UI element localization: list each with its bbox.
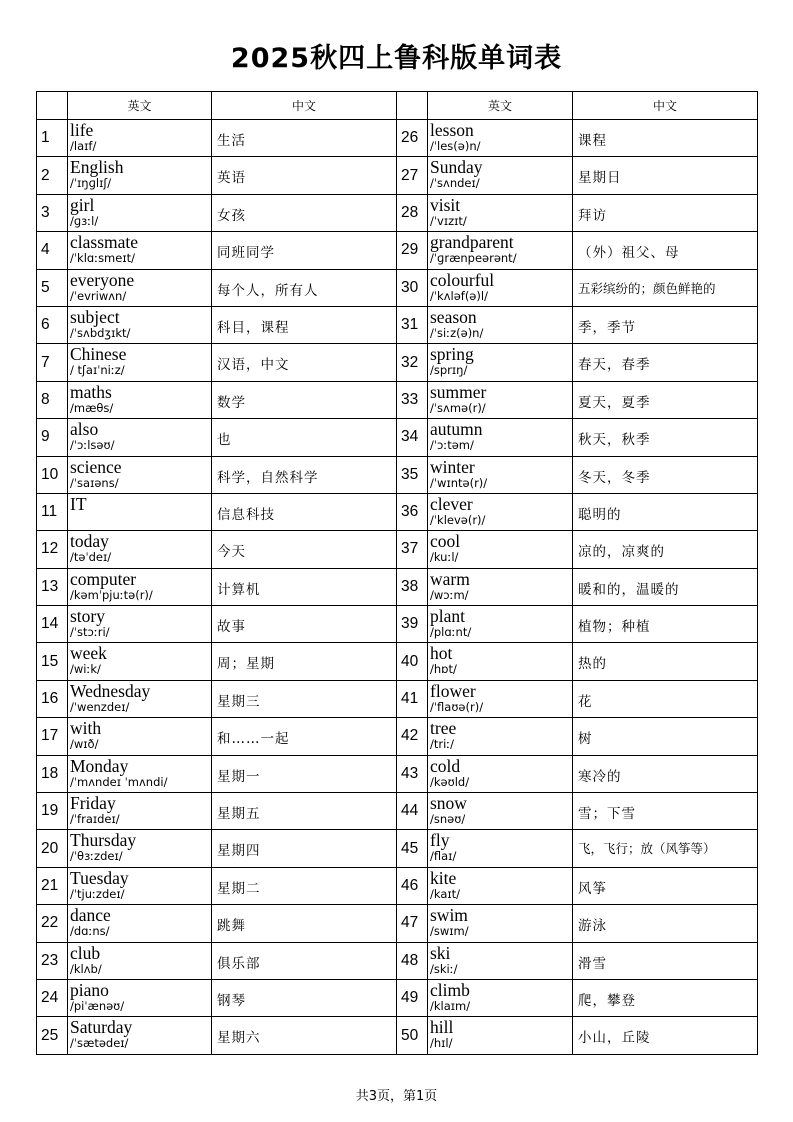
chinese-meaning: 游泳 (573, 905, 758, 942)
phonetic-transcription: /ˈsiːz(ə)n/ (430, 325, 484, 340)
entry-number: 28 (397, 194, 428, 231)
chinese-meaning: 故事 (212, 606, 397, 643)
chinese-meaning: 钢琴 (212, 979, 397, 1016)
english-word: maths (70, 381, 112, 402)
english-word: kite (430, 867, 457, 888)
phonetic-transcription: /təˈdeɪ/ (70, 550, 112, 565)
chinese-meaning: 滑雪 (573, 942, 758, 979)
english-word: piano (70, 979, 109, 1000)
phonetic-transcription: /ˈkʌləf(ə)l/ (430, 288, 488, 303)
phonetic-transcription: /dɑːns/ (70, 924, 110, 939)
entry-number: 24 (37, 979, 68, 1016)
english-cell (428, 755, 573, 792)
english-cell (68, 942, 212, 979)
chinese-meaning: 和……一起 (212, 718, 397, 755)
table-row (37, 531, 758, 568)
chinese-meaning: 课程 (573, 120, 758, 157)
english-word: Saturday (70, 1017, 133, 1038)
entry-number: 47 (397, 905, 428, 942)
english-cell (428, 793, 573, 830)
english-word: Monday (70, 755, 129, 776)
english-cell (428, 493, 573, 530)
english-word: with (70, 718, 102, 739)
english-word: spring (430, 344, 474, 365)
entry-number: 9 (37, 419, 68, 456)
english-cell (428, 120, 573, 157)
table-row (37, 979, 758, 1016)
vocabulary-table (36, 91, 758, 1055)
phonetic-transcription: /kuːl/ (430, 550, 459, 565)
phonetic-transcription: /skiː/ (430, 961, 458, 976)
entry-number: 50 (397, 1017, 428, 1054)
english-cell (68, 1017, 212, 1054)
chinese-meaning: 季，季节 (573, 306, 758, 343)
english-cell (68, 493, 212, 530)
entry-number: 37 (397, 531, 428, 568)
phonetic-transcription: /plɑːnt/ (430, 625, 472, 640)
english-word: winter (430, 456, 475, 477)
chinese-meaning: 暖和的，温暖的 (573, 568, 758, 605)
english-word: Wednesday (70, 680, 151, 701)
chinese-meaning: 周；星期 (212, 643, 397, 680)
phonetic-transcription: /ˈɔːlsəʊ/ (70, 438, 115, 453)
header-chinese-left: 中文 (212, 92, 397, 120)
table-row (37, 643, 758, 680)
header-num-left (37, 92, 68, 120)
english-cell (428, 1017, 573, 1054)
chinese-meaning: 也 (212, 419, 397, 456)
phonetic-transcription: /flaɪ/ (430, 849, 457, 864)
english-word: summer (430, 381, 487, 402)
entry-number: 33 (397, 381, 428, 418)
chinese-meaning: 俱乐部 (212, 942, 397, 979)
english-cell (428, 905, 573, 942)
chinese-meaning: 同班同学 (212, 232, 397, 269)
english-cell (428, 157, 573, 194)
english-word: Chinese (70, 344, 127, 365)
entry-number: 8 (37, 381, 68, 418)
chinese-meaning: 今天 (212, 531, 397, 568)
chinese-meaning: 星期四 (212, 830, 397, 867)
table-row (37, 269, 758, 306)
table-row (37, 606, 758, 643)
page-title: 2025秋四上鲁科版单词表 (230, 43, 563, 74)
english-cell (428, 344, 573, 381)
phonetic-transcription: /ˈɡrænpeərənt/ (430, 251, 517, 266)
chinese-meaning: 英语 (212, 157, 397, 194)
header-english-right: 英文 (428, 92, 573, 120)
phonetic-transcription: /triː/ (430, 737, 455, 752)
entry-number: 49 (397, 979, 428, 1016)
chinese-meaning: （外）祖父、母 (573, 232, 758, 269)
entry-number: 3 (37, 194, 68, 231)
chinese-meaning: 爬，攀登 (573, 979, 758, 1016)
phonetic-transcription: /wɔːm/ (430, 587, 469, 602)
entry-number: 36 (397, 493, 428, 530)
entry-number: 25 (37, 1017, 68, 1054)
phonetic-transcription: /wɪð/ (70, 737, 99, 752)
phonetic-transcription: /ˈklevə(r)/ (430, 512, 486, 527)
english-cell (428, 269, 573, 306)
page-footer: 共3页，第1页 (355, 1089, 438, 1104)
entry-number: 27 (397, 157, 428, 194)
chinese-meaning: 科目，课程 (212, 306, 397, 343)
entry-number: 14 (37, 606, 68, 643)
chinese-meaning: 聪明的 (573, 493, 758, 530)
chinese-meaning: 星期五 (212, 793, 397, 830)
english-cell (428, 979, 573, 1016)
chinese-meaning: 星期日 (573, 157, 758, 194)
entry-number: 41 (397, 680, 428, 717)
english-cell (428, 830, 573, 867)
english-word: season (430, 306, 477, 327)
english-word: subject (70, 306, 120, 327)
english-word: Tuesday (70, 867, 129, 888)
chinese-meaning: 星期二 (212, 867, 397, 904)
entry-number: 30 (397, 269, 428, 306)
english-word: dance (70, 905, 111, 926)
entry-number: 18 (37, 755, 68, 792)
chinese-meaning: 寒冷的 (573, 755, 758, 792)
english-word: snow (430, 793, 467, 814)
table-row (37, 942, 758, 979)
header-num-right (397, 92, 428, 120)
english-cell (428, 232, 573, 269)
phonetic-transcription: /ˈvɪzɪt/ (430, 213, 467, 228)
phonetic-transcription: / tʃaɪˈniːz/ (70, 363, 125, 378)
table-row (37, 1017, 758, 1054)
entry-number: 16 (37, 680, 68, 717)
table-row (37, 456, 758, 493)
english-word: fly (430, 830, 450, 851)
english-cell (68, 979, 212, 1016)
entry-number: 23 (37, 942, 68, 979)
entry-number: 17 (37, 718, 68, 755)
english-word: tree (430, 718, 457, 739)
chinese-meaning: 飞，飞行；放（风筝等） (573, 830, 758, 867)
chinese-meaning: 热的 (573, 643, 758, 680)
english-cell (68, 232, 212, 269)
phonetic-transcription: /kəmˈpjuːtə(r)/ (70, 587, 153, 602)
phonetic-transcription: /ˈsʌndeɪ/ (430, 176, 480, 191)
phonetic-transcription: /ˈsætədeɪ/ (70, 1036, 129, 1051)
phonetic-transcription: /ɡɜːl/ (70, 213, 99, 228)
english-cell (68, 344, 212, 381)
english-cell (428, 531, 573, 568)
phonetic-transcription: /hɒt/ (430, 662, 457, 677)
english-cell (428, 306, 573, 343)
entry-number: 1 (37, 120, 68, 157)
english-word: swim (430, 905, 468, 926)
entry-number: 45 (397, 830, 428, 867)
english-cell (68, 643, 212, 680)
phonetic-transcription: /kaɪt/ (430, 886, 461, 901)
chinese-meaning: 春天，春季 (573, 344, 758, 381)
header-chinese-right: 中文 (573, 92, 758, 120)
entry-number: 35 (397, 456, 428, 493)
entry-number: 5 (37, 269, 68, 306)
english-word: lesson (430, 120, 474, 140)
table-row (37, 793, 758, 830)
english-word: computer (70, 568, 137, 589)
entry-number: 12 (37, 531, 68, 568)
chinese-meaning: 星期一 (212, 755, 397, 792)
phonetic-transcription: /ˈtjuːzdeɪ/ (70, 886, 125, 901)
phonetic-transcription: /ˈfraɪdeɪ/ (70, 812, 120, 827)
english-word: science (70, 456, 122, 477)
phonetic-transcription: /ˈklɑːsmeɪt/ (70, 251, 135, 266)
table-row (37, 680, 758, 717)
chinese-meaning: 雪；下雪 (573, 793, 758, 830)
entry-number: 40 (397, 643, 428, 680)
phonetic-transcription: /sprɪŋ/ (430, 363, 468, 378)
phonetic-transcription: /ˈsʌbdʒɪkt/ (70, 325, 131, 340)
english-cell (428, 867, 573, 904)
chinese-meaning: 小山，丘陵 (573, 1017, 758, 1054)
english-cell (68, 381, 212, 418)
chinese-meaning: 风筝 (573, 867, 758, 904)
phonetic-transcription: /ˈθɜːzdeɪ/ (70, 849, 123, 864)
english-word: visit (430, 194, 461, 215)
chinese-meaning: 生活 (212, 120, 397, 157)
english-cell (68, 306, 212, 343)
english-cell (68, 867, 212, 904)
english-word: club (70, 942, 101, 963)
table-row (37, 306, 758, 343)
table-row (37, 830, 758, 867)
english-word: grandparent (430, 232, 514, 253)
chinese-meaning: 星期六 (212, 1017, 397, 1054)
header-row (37, 92, 758, 120)
chinese-meaning: 树 (573, 718, 758, 755)
english-word: cold (430, 755, 461, 776)
phonetic-transcription: /ˈles(ə)n/ (430, 139, 481, 153)
english-cell (428, 456, 573, 493)
english-word: hot (430, 643, 453, 664)
english-cell (428, 942, 573, 979)
phonetic-transcription: /klaɪm/ (430, 998, 471, 1013)
entry-number: 15 (37, 643, 68, 680)
english-word: Sunday (430, 157, 483, 178)
english-cell (68, 456, 212, 493)
entry-number: 34 (397, 419, 428, 456)
english-cell (428, 643, 573, 680)
entry-number: 7 (37, 344, 68, 381)
phonetic-transcription: /ˈwɪntə(r)/ (430, 475, 488, 490)
chinese-meaning: 信息科技 (212, 493, 397, 530)
phonetic-transcription: /ˈɔːtəm/ (430, 438, 474, 453)
table-row (37, 232, 758, 269)
phonetic-transcription: /ˈflaʊə(r)/ (430, 699, 484, 714)
entry-number: 11 (37, 493, 68, 530)
english-word: flower (430, 680, 476, 701)
chinese-meaning: 秋天，秋季 (573, 419, 758, 456)
chinese-meaning: 每个人，所有人 (212, 269, 397, 306)
header-english-left: 英文 (68, 92, 212, 120)
chinese-meaning: 汉语，中文 (212, 344, 397, 381)
phonetic-transcription: /ˈwenzdeɪ/ (70, 699, 130, 714)
english-word: story (70, 606, 105, 627)
chinese-meaning: 夏天，夏季 (573, 381, 758, 418)
english-word: Friday (70, 793, 116, 814)
entry-number: 19 (37, 793, 68, 830)
english-word: colourful (430, 269, 495, 290)
english-cell (68, 718, 212, 755)
entry-number: 43 (397, 755, 428, 792)
entry-number: 44 (397, 793, 428, 830)
english-word: autumn (430, 419, 483, 440)
english-cell (428, 718, 573, 755)
english-cell (68, 793, 212, 830)
entry-number: 6 (37, 306, 68, 343)
chinese-meaning: 五彩缤纷的；颜色鲜艳的 (573, 269, 758, 306)
entry-number: 29 (397, 232, 428, 269)
table-row (37, 867, 758, 904)
english-cell (68, 194, 212, 231)
english-word: warm (430, 568, 470, 589)
table-row (37, 905, 758, 942)
english-cell (68, 531, 212, 568)
phonetic-transcription: /ˈsaɪəns/ (70, 475, 119, 490)
english-word: also (70, 419, 99, 440)
english-word: girl (70, 194, 95, 215)
entry-number: 21 (37, 867, 68, 904)
phonetic-transcription: /ˈɪŋɡlɪʃ/ (70, 176, 112, 191)
phonetic-transcription: /laɪf/ (70, 139, 97, 153)
phonetic-transcription: /wiːk/ (70, 662, 101, 677)
chinese-meaning: 冬天，冬季 (573, 456, 758, 493)
phonetic-transcription: /klʌb/ (70, 961, 102, 976)
table-row (37, 120, 758, 157)
entry-number: 38 (397, 568, 428, 605)
table-row (37, 194, 758, 231)
entry-number: 46 (397, 867, 428, 904)
entry-number: 10 (37, 456, 68, 493)
english-cell (68, 755, 212, 792)
chinese-meaning: 植物；种植 (573, 606, 758, 643)
table-row (37, 718, 758, 755)
english-word: English (70, 157, 124, 178)
table-row (37, 344, 758, 381)
phonetic-transcription: /ˈevriwʌn/ (70, 288, 127, 303)
table-row (37, 568, 758, 605)
english-cell (68, 905, 212, 942)
english-cell (68, 157, 212, 194)
english-word: Thursday (70, 830, 137, 851)
english-cell (68, 120, 212, 157)
entry-number: 32 (397, 344, 428, 381)
english-cell (68, 419, 212, 456)
table-row (37, 755, 758, 792)
entry-number: 31 (397, 306, 428, 343)
english-word: IT (70, 493, 87, 514)
entry-number: 26 (397, 120, 428, 157)
chinese-meaning: 花 (573, 680, 758, 717)
phonetic-transcription: /mæθs/ (70, 400, 114, 415)
english-word: climb (430, 979, 470, 1000)
chinese-meaning: 科学，自然科学 (212, 456, 397, 493)
entry-number: 39 (397, 606, 428, 643)
chinese-meaning: 跳舞 (212, 905, 397, 942)
english-cell (428, 606, 573, 643)
english-word: week (70, 643, 107, 664)
english-cell (68, 830, 212, 867)
phonetic-transcription: /ˈsʌmə(r)/ (430, 400, 486, 415)
table-row (37, 419, 758, 456)
entry-number: 22 (37, 905, 68, 942)
chinese-meaning: 数学 (212, 381, 397, 418)
chinese-meaning: 凉的，凉爽的 (573, 531, 758, 568)
english-cell (68, 269, 212, 306)
phonetic-transcription: /ˈstɔːri/ (70, 625, 110, 640)
chinese-meaning: 星期三 (212, 680, 397, 717)
english-word: today (70, 531, 109, 552)
chinese-meaning: 拜访 (573, 194, 758, 231)
chinese-meaning: 计算机 (212, 568, 397, 605)
english-word: clever (430, 493, 473, 514)
table-row (37, 493, 758, 530)
english-cell (428, 419, 573, 456)
english-word: cool (430, 531, 461, 552)
phonetic-transcription: /ˈmʌndeɪ ˈmʌndi/ (70, 774, 168, 789)
english-cell (68, 568, 212, 605)
english-word: life (70, 120, 94, 140)
entry-number: 4 (37, 232, 68, 269)
english-word: hill (430, 1017, 454, 1038)
english-word: everyone (70, 269, 135, 290)
entry-number: 20 (37, 830, 68, 867)
english-cell (428, 680, 573, 717)
english-cell (428, 568, 573, 605)
entry-number: 2 (37, 157, 68, 194)
english-cell (428, 381, 573, 418)
english-cell (428, 194, 573, 231)
phonetic-transcription: /hɪl/ (430, 1036, 453, 1051)
phonetic-transcription: /kəʊld/ (430, 774, 470, 789)
entry-number: 13 (37, 568, 68, 605)
entry-number: 42 (397, 718, 428, 755)
english-word: ski (430, 942, 451, 963)
table-row (37, 381, 758, 418)
entry-number: 48 (397, 942, 428, 979)
english-word: plant (430, 606, 465, 627)
table-row (37, 157, 758, 194)
phonetic-transcription: /swɪm/ (430, 924, 469, 939)
phonetic-transcription: /snəʊ/ (430, 812, 466, 827)
english-word: classmate (70, 232, 139, 253)
phonetic-transcription: /piˈænəʊ/ (70, 998, 125, 1013)
english-cell (68, 680, 212, 717)
chinese-meaning: 女孩 (212, 194, 397, 231)
english-cell (68, 606, 212, 643)
